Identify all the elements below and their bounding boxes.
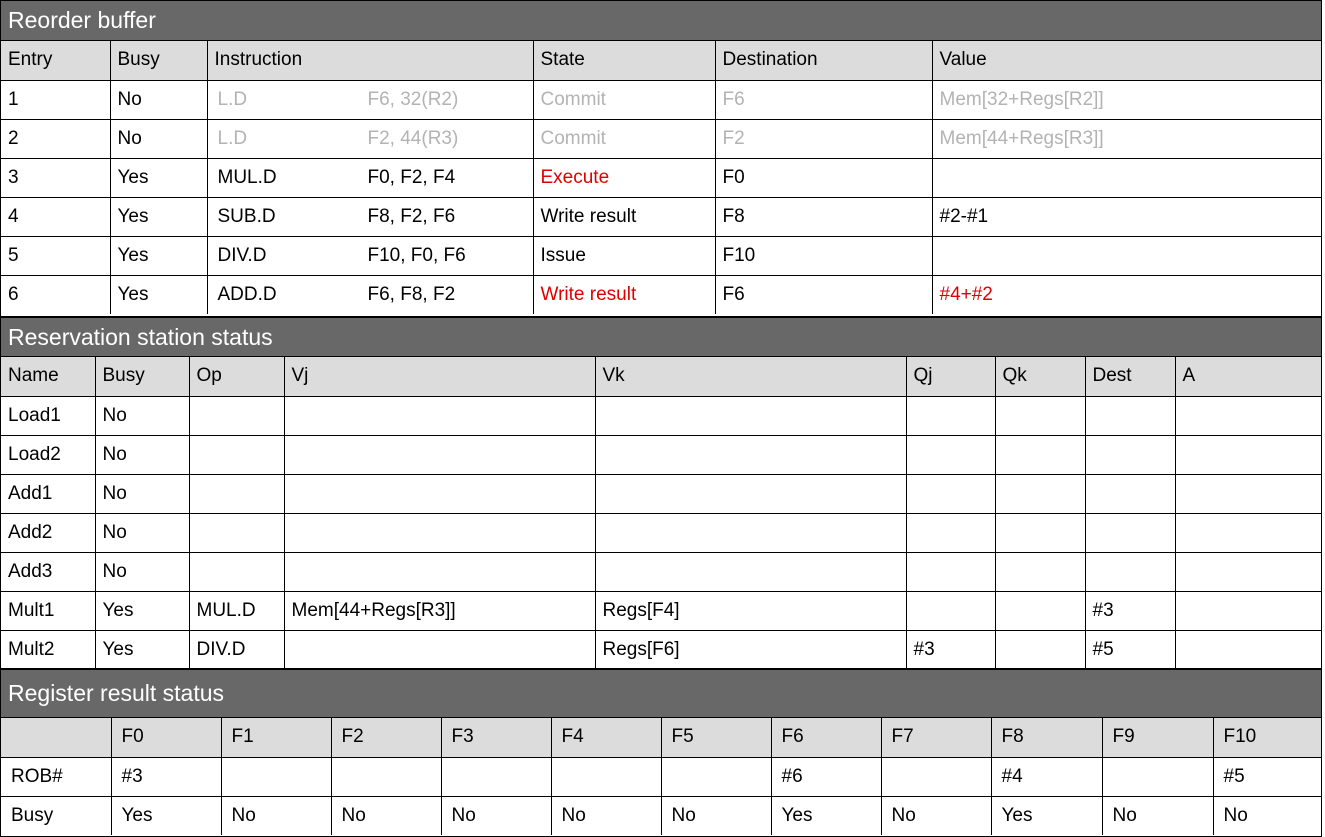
- rob-value: #4+#2: [932, 275, 1321, 314]
- table-header-row: [1, 357, 1321, 396]
- rs-qk: [995, 552, 1085, 591]
- table-row: [1, 158, 1321, 197]
- rob-value: #2-#1: [932, 197, 1321, 236]
- rs-busy: No: [95, 552, 189, 591]
- col-header-state: State: [533, 41, 715, 80]
- rob-op: DIV.D: [217, 244, 267, 266]
- rs-name: Mult2: [1, 630, 95, 669]
- rs-a: [1175, 435, 1321, 474]
- rob-entry: 4: [1, 197, 110, 236]
- rs-a: [1175, 552, 1321, 591]
- col-header-qj: Qj: [906, 357, 995, 396]
- reg-rob-cell: [661, 757, 771, 796]
- col-header-register: F4: [551, 718, 661, 757]
- rs-vk: [595, 396, 906, 435]
- reg-rob-cell: #5: [1213, 757, 1321, 796]
- reg-rob-cell: #6: [771, 757, 881, 796]
- col-header-busy: Busy: [95, 357, 189, 396]
- rs-op: [189, 435, 284, 474]
- rob-operands: F0, F2, F4: [367, 166, 456, 188]
- reg-busy-cell: No: [551, 796, 661, 835]
- rs-vk: [595, 552, 906, 591]
- rob-destination: F6: [715, 80, 932, 119]
- rs-busy: No: [95, 513, 189, 552]
- rob-instruction: [207, 197, 533, 236]
- rs-dest: #5: [1085, 630, 1175, 669]
- reg-rob-cell: [551, 757, 661, 796]
- rob-op: L.D: [217, 127, 248, 149]
- rob-busy: No: [110, 119, 207, 158]
- rob-instruction: [207, 275, 533, 314]
- row-label-rob: ROB#: [1, 757, 111, 796]
- col-header-register: F5: [661, 718, 771, 757]
- rs-vj: Mem[44+Regs[R3]]: [284, 591, 595, 630]
- rob-busy: Yes: [110, 158, 207, 197]
- table-row: [1, 435, 1321, 474]
- rob-operands: F10, F0, F6: [367, 244, 466, 266]
- rob-busy: Yes: [110, 236, 207, 275]
- rob-state: Commit: [533, 119, 715, 158]
- rob-op: SUB.D: [217, 205, 276, 227]
- rob-destination: F10: [715, 236, 932, 275]
- reservation-station-table: [1, 357, 1321, 669]
- rs-busy: No: [95, 396, 189, 435]
- rs-name: Add2: [1, 513, 95, 552]
- table-row: [1, 757, 1321, 796]
- rs-op: [189, 513, 284, 552]
- rs-vj: [284, 396, 595, 435]
- reg-busy-cell: No: [1213, 796, 1321, 835]
- rs-a: [1175, 591, 1321, 630]
- rob-busy: Yes: [110, 275, 207, 314]
- rs-a: [1175, 396, 1321, 435]
- rs-vk: Regs[F4]: [595, 591, 906, 630]
- reg-busy-cell: No: [331, 796, 441, 835]
- rob-operands: F6, F8, F2: [367, 283, 456, 305]
- rob-state: Issue: [533, 236, 715, 275]
- rs-op: [189, 552, 284, 591]
- reg-rob-cell: [221, 757, 331, 796]
- rs-name: Load1: [1, 396, 95, 435]
- rs-dest: #3: [1085, 591, 1175, 630]
- rob-operands: F6, 32(R2): [367, 88, 459, 110]
- rs-a: [1175, 474, 1321, 513]
- col-header-corner: [1, 718, 111, 757]
- rs-qj: [906, 591, 995, 630]
- reg-busy-cell: No: [881, 796, 991, 835]
- table-row: [1, 236, 1321, 275]
- reg-busy-cell: Yes: [771, 796, 881, 835]
- table-row: [1, 630, 1321, 669]
- rs-dest: [1085, 474, 1175, 513]
- rs-op: MUL.D: [189, 591, 284, 630]
- reg-rob-cell: #4: [991, 757, 1102, 796]
- col-header-register: F0: [111, 718, 221, 757]
- col-header-qk: Qk: [995, 357, 1085, 396]
- table-row: [1, 591, 1321, 630]
- rob-busy: No: [110, 80, 207, 119]
- rs-qk: [995, 474, 1085, 513]
- rs-qj: [906, 552, 995, 591]
- col-header-value: Value: [932, 41, 1321, 80]
- rs-qj: [906, 513, 995, 552]
- rs-name: Add3: [1, 552, 95, 591]
- rob-op: MUL.D: [217, 166, 277, 188]
- rs-vj: [284, 435, 595, 474]
- rob-operands: F2, 44(R3): [367, 127, 459, 149]
- col-header-op: Op: [189, 357, 284, 396]
- rs-qj: [906, 435, 995, 474]
- rs-qj: #3: [906, 630, 995, 669]
- rob-value: Mem[32+Regs[R2]]: [932, 80, 1321, 119]
- table-row: [1, 197, 1321, 236]
- rs-qj: [906, 396, 995, 435]
- rs-qk: [995, 591, 1085, 630]
- table-row: [1, 796, 1321, 835]
- rob-entry: 2: [1, 119, 110, 158]
- rs-dest: [1085, 396, 1175, 435]
- rs-busy: Yes: [95, 630, 189, 669]
- rs-qk: [995, 630, 1085, 669]
- rs-op: [189, 474, 284, 513]
- reg-rob-cell: [331, 757, 441, 796]
- rs-qk: [995, 513, 1085, 552]
- rs-vj: [284, 552, 595, 591]
- rs-vj: [284, 474, 595, 513]
- table-row: [1, 513, 1321, 552]
- rob-value: [932, 158, 1321, 197]
- reg-rob-cell: [1102, 757, 1213, 796]
- rs-vj: [284, 513, 595, 552]
- rs-busy: No: [95, 474, 189, 513]
- rs-name: Add1: [1, 474, 95, 513]
- table-header-row: [1, 718, 1321, 757]
- rob-state: Write result: [533, 275, 715, 314]
- reservation-station-section: [0, 317, 1322, 669]
- col-header-register: F7: [881, 718, 991, 757]
- rob-entry: 1: [1, 80, 110, 119]
- rob-state: Commit: [533, 80, 715, 119]
- rob-entry: 3: [1, 158, 110, 197]
- reorder-buffer-table: [1, 41, 1321, 314]
- rob-op: L.D: [217, 88, 248, 110]
- reg-busy-cell: No: [661, 796, 771, 835]
- reg-rob-cell: #3: [111, 757, 221, 796]
- rob-busy: Yes: [110, 197, 207, 236]
- reg-busy-cell: No: [441, 796, 551, 835]
- rs-qj: [906, 474, 995, 513]
- rob-entry: 5: [1, 236, 110, 275]
- rob-state: Write result: [533, 197, 715, 236]
- col-header-destination: Destination: [715, 41, 932, 80]
- col-header-busy: Busy: [110, 41, 207, 80]
- reorder-buffer-title: Reorder buffer: [1, 1, 1321, 41]
- reorder-buffer-section: [0, 0, 1322, 317]
- reservation-station-title: Reservation station status: [1, 318, 1321, 357]
- table-row: [1, 119, 1321, 158]
- reg-rob-cell: [441, 757, 551, 796]
- rs-dest: [1085, 552, 1175, 591]
- rs-a: [1175, 630, 1321, 669]
- rob-value: Mem[44+Regs[R3]]: [932, 119, 1321, 158]
- col-header-register: F6: [771, 718, 881, 757]
- rs-dest: [1085, 513, 1175, 552]
- table-row: [1, 552, 1321, 591]
- rs-name: Load2: [1, 435, 95, 474]
- rs-busy: No: [95, 435, 189, 474]
- table-row: [1, 474, 1321, 513]
- table-row: [1, 80, 1321, 119]
- rob-destination: F8: [715, 197, 932, 236]
- col-header-vj: Vj: [284, 357, 595, 396]
- rob-destination: F2: [715, 119, 932, 158]
- register-result-title: Register result status: [1, 670, 1321, 718]
- reg-busy-cell: Yes: [111, 796, 221, 835]
- col-header-register: F2: [331, 718, 441, 757]
- rob-instruction: [207, 119, 533, 158]
- rob-instruction: [207, 80, 533, 119]
- rs-op: DIV.D: [189, 630, 284, 669]
- col-header-entry: Entry: [1, 41, 110, 80]
- rob-entry: 6: [1, 275, 110, 314]
- col-header-name: Name: [1, 357, 95, 396]
- rs-op: [189, 396, 284, 435]
- rob-destination: F6: [715, 275, 932, 314]
- rs-a: [1175, 513, 1321, 552]
- col-header-dest: Dest: [1085, 357, 1175, 396]
- rs-name: Mult1: [1, 591, 95, 630]
- register-result-table: [1, 718, 1321, 835]
- rs-dest: [1085, 435, 1175, 474]
- table-row: [1, 275, 1321, 314]
- rs-busy: Yes: [95, 591, 189, 630]
- rs-qk: [995, 396, 1085, 435]
- table-header-row: [1, 41, 1321, 80]
- col-header-register: F8: [991, 718, 1102, 757]
- col-header-register: F1: [221, 718, 331, 757]
- rs-vk: [595, 435, 906, 474]
- reg-busy-cell: No: [1102, 796, 1213, 835]
- rs-vk: Regs[F6]: [595, 630, 906, 669]
- col-header-register: F9: [1102, 718, 1213, 757]
- reg-busy-cell: No: [221, 796, 331, 835]
- rob-instruction: [207, 158, 533, 197]
- rob-op: ADD.D: [217, 283, 277, 305]
- rs-vj: [284, 630, 595, 669]
- reg-busy-cell: Yes: [991, 796, 1102, 835]
- col-header-register: F10: [1213, 718, 1321, 757]
- rs-vk: [595, 474, 906, 513]
- row-label-busy: Busy: [1, 796, 111, 835]
- rob-value: [932, 236, 1321, 275]
- rs-qk: [995, 435, 1085, 474]
- rob-destination: F0: [715, 158, 932, 197]
- register-result-section: [0, 669, 1322, 837]
- rob-operands: F8, F2, F6: [367, 205, 456, 227]
- col-header-instruction: Instruction: [207, 41, 533, 80]
- rs-vk: [595, 513, 906, 552]
- col-header-register: F3: [441, 718, 551, 757]
- reg-rob-cell: [881, 757, 991, 796]
- rob-state: Execute: [533, 158, 715, 197]
- table-row: [1, 396, 1321, 435]
- rob-instruction: [207, 236, 533, 275]
- col-header-a: A: [1175, 357, 1321, 396]
- col-header-vk: Vk: [595, 357, 906, 396]
